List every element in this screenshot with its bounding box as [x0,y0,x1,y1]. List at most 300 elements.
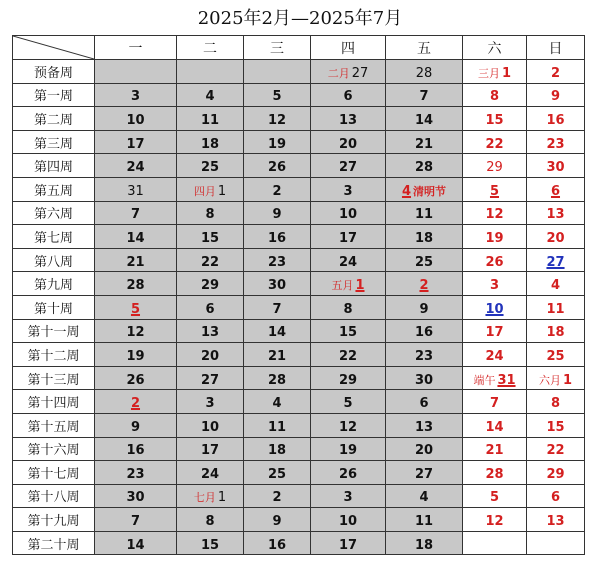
day-cell [527,295,585,319]
day-number: 5 [130,301,141,317]
day-cell [95,107,177,131]
day-number: 4 [419,490,429,506]
day-cell [386,177,463,201]
day-cell [527,107,585,131]
day-number: 10 [200,419,220,435]
day-number: 25 [546,348,565,364]
day-number: 17 [338,537,358,553]
day-number: 11 [200,112,220,128]
week-row [13,366,585,390]
week-row [13,83,585,107]
day-number: 8 [489,89,500,105]
day-cell [244,366,311,390]
day-number: 23 [414,348,434,364]
weekday-header: 五 [386,36,463,60]
day-cell [386,461,463,485]
day-cell [386,272,463,296]
day-cell [95,437,177,461]
day-number: 18 [267,443,287,459]
day-number: 11 [546,301,565,317]
day-number: 21 [126,254,145,270]
day-number: 29 [486,160,503,176]
week-label: 第二十周 [13,531,95,555]
day-cell [95,508,177,532]
weekday-header: 日 [527,36,585,60]
week-row [13,531,585,555]
day-cell [386,201,463,225]
day-cell [244,461,311,485]
week-row [13,508,585,532]
day-cell [527,130,585,154]
day-number: 26 [126,372,145,388]
day-cell [311,154,386,178]
day-cell [527,83,585,107]
day-number: 30 [267,278,287,294]
day-number: 22 [338,348,358,364]
day-number: 13 [546,514,565,530]
day-cell [244,154,311,178]
day-number: 4 [205,89,215,105]
day-number: 7 [130,207,141,223]
day-number: 1 [217,490,227,506]
day-number: 18 [546,325,565,341]
day-cell [244,390,311,414]
day-cell [244,201,311,225]
day-cell [244,531,311,555]
day-cell [244,437,311,461]
day-number: 29 [338,372,358,388]
day-cell [386,295,463,319]
day-number: 30 [546,160,565,176]
day-cell [386,366,463,390]
day-cell [244,107,311,131]
day-cell [244,248,311,272]
day-cell [311,83,386,107]
day-number: 22 [200,254,220,270]
day-number: 13 [338,112,358,128]
week-row [13,319,585,343]
day-number: 18 [414,230,434,246]
day-number: 12 [485,514,504,530]
day-number: 29 [546,466,565,482]
day-number: 16 [267,537,287,553]
day-number: 11 [414,514,434,530]
day-cell [177,107,244,131]
day-number: 25 [200,160,220,176]
day-number: 23 [126,466,145,482]
day-cell [311,60,386,84]
day-cell [95,461,177,485]
day-cell [311,413,386,437]
week-label: 第六周 [13,201,95,225]
day-number: 10 [338,207,358,223]
day-number: 14 [267,325,287,341]
day-number: 20 [200,348,220,364]
day-cell [386,531,463,555]
day-number: 24 [126,160,145,176]
day-cell [95,484,177,508]
day-cell [463,107,527,131]
day-cell [463,461,527,485]
week-label: 第十周 [13,295,95,319]
month-label: 四月 [193,184,216,198]
day-cell [311,248,386,272]
day-cell [463,508,527,532]
day-number: 31 [127,183,144,199]
day-number: 27 [546,254,565,270]
day-cell [177,437,244,461]
day-number: 30 [126,490,145,506]
day-cell [177,130,244,154]
day-number: 6 [343,89,353,105]
day-cell [177,83,244,107]
day-cell [386,437,463,461]
month-label: 七月 [193,491,216,505]
holiday-label: 清明节 [413,184,447,198]
day-cell [386,343,463,367]
day-number: 12 [126,325,145,341]
day-number: 13 [200,325,220,341]
day-cell [95,248,177,272]
day-cell [95,295,177,319]
week-row [13,248,585,272]
day-number: 28 [126,278,145,294]
week-row [13,461,585,485]
day-cell [311,437,386,461]
week-label: 第一周 [13,83,95,107]
day-cell [311,201,386,225]
day-cell [177,461,244,485]
day-number: 6 [550,490,561,506]
day-number: 8 [205,514,215,530]
day-cell [527,248,585,272]
day-number: 28 [415,65,433,81]
week-label: 第八周 [13,248,95,272]
day-cell [177,154,244,178]
day-cell [527,60,585,84]
day-number: 19 [126,348,145,364]
week-label: 第十七周 [13,461,95,485]
day-cell [527,201,585,225]
week-row [13,484,585,508]
day-number: 6 [419,396,429,412]
day-number: 1 [562,372,573,388]
weekday-header: 一 [95,36,177,60]
day-cell [527,366,585,390]
day-cell [527,461,585,485]
day-number: 19 [485,230,504,246]
day-cell [463,366,527,390]
day-cell [386,390,463,414]
day-number: 8 [205,207,215,223]
day-cell [463,531,527,555]
day-number: 22 [485,136,504,152]
day-cell [527,508,585,532]
day-number: 3 [130,89,141,105]
day-cell [463,319,527,343]
day-number: 26 [485,254,504,270]
day-cell [177,531,244,555]
day-cell [311,484,386,508]
day-number: 2 [550,65,561,81]
day-number: 25 [267,466,287,482]
day-cell [463,83,527,107]
day-cell [463,272,527,296]
week-label: 第十一周 [13,319,95,343]
day-number: 8 [343,301,353,317]
day-number: 17 [126,136,145,152]
week-label: 第十六周 [13,437,95,461]
day-number: 17 [338,230,358,246]
day-cell [463,154,527,178]
day-cell [177,343,244,367]
day-cell [244,272,311,296]
week-row [13,390,585,414]
day-cell [463,60,527,84]
week-row [13,413,585,437]
day-cell [311,272,386,296]
week-label: 第四周 [13,154,95,178]
day-number: 15 [338,325,358,341]
day-cell [177,272,244,296]
day-number: 3 [343,490,353,506]
day-number: 6 [205,301,215,317]
day-number: 15 [200,537,220,553]
day-number: 20 [338,136,358,152]
day-number: 21 [414,136,434,152]
day-number: 6 [550,183,561,199]
calendar-table [12,35,585,555]
day-cell [463,484,527,508]
week-row [13,225,585,249]
day-cell [527,484,585,508]
week-row [13,343,585,367]
week-label: 第七周 [13,225,95,249]
day-cell [463,225,527,249]
week-row [13,60,585,84]
week-label: 第五周 [13,177,95,201]
day-cell [386,225,463,249]
day-cell [95,154,177,178]
diagonal-line [13,36,94,59]
day-cell [386,248,463,272]
day-number: 1 [217,183,227,199]
week-row [13,154,585,178]
day-number: 27 [414,466,434,482]
week-label: 第三周 [13,130,95,154]
day-cell [386,484,463,508]
day-cell [311,366,386,390]
week-label: 第九周 [13,272,95,296]
day-cell [527,154,585,178]
day-cell [311,177,386,201]
day-number: 26 [338,466,358,482]
day-number: 26 [267,160,287,176]
day-number: 24 [200,466,220,482]
day-number: 5 [272,89,282,105]
day-cell [463,248,527,272]
day-cell [527,437,585,461]
day-cell [386,154,463,178]
day-cell [95,319,177,343]
day-cell [386,107,463,131]
day-number: 14 [126,537,145,553]
day-number: 16 [414,325,434,341]
day-number: 16 [267,230,287,246]
day-cell [386,60,463,84]
day-number: 11 [414,207,434,223]
day-number: 12 [267,112,287,128]
weekday-header-row [13,36,585,60]
day-cell [244,295,311,319]
day-number: 15 [200,230,220,246]
day-cell [244,225,311,249]
day-cell [311,390,386,414]
day-number: 3 [489,278,500,294]
calendar-body [13,60,585,555]
day-cell [177,366,244,390]
day-number: 12 [338,419,358,435]
day-number: 14 [126,230,145,246]
weekday-header: 四 [311,36,386,60]
day-number: 4 [272,396,282,412]
day-number: 31 [497,372,516,388]
day-cell [95,343,177,367]
day-number: 21 [267,348,287,364]
week-label: 第十三周 [13,366,95,390]
day-number: 9 [272,514,282,530]
day-number: 10 [126,112,145,128]
day-cell [177,60,244,84]
day-number: 27 [200,372,220,388]
day-number: 21 [485,443,504,459]
day-cell [177,225,244,249]
day-number: 22 [546,443,565,459]
day-number: 12 [485,207,504,223]
week-row [13,272,585,296]
day-cell [463,177,527,201]
day-cell [244,83,311,107]
day-cell [527,272,585,296]
week-label: 第十二周 [13,343,95,367]
day-number: 1 [501,65,512,81]
day-cell [244,177,311,201]
day-cell [95,225,177,249]
day-number: 10 [485,301,504,317]
day-cell [95,413,177,437]
weekday-header: 六 [463,36,527,60]
day-cell [177,295,244,319]
week-row [13,107,585,131]
month-label: 三月 [477,66,500,80]
day-cell [244,60,311,84]
day-number: 5 [343,396,353,412]
day-number: 3 [343,183,353,199]
week-label: 第十八周 [13,484,95,508]
day-cell [177,177,244,201]
day-cell [95,272,177,296]
day-number: 19 [338,443,358,459]
day-number: 19 [267,136,287,152]
corner-cell [13,36,95,60]
week-label: 第十五周 [13,413,95,437]
day-number: 8 [550,396,561,412]
day-cell [244,319,311,343]
day-cell [244,130,311,154]
day-number: 5 [489,490,500,506]
week-row [13,201,585,225]
day-number: 16 [546,112,565,128]
day-cell [177,413,244,437]
day-cell [463,343,527,367]
day-number: 9 [272,207,282,223]
day-number: 4 [550,278,561,294]
week-row [13,177,585,201]
day-number: 9 [550,89,561,105]
day-number: 27 [338,160,358,176]
week-label: 第二周 [13,107,95,131]
day-cell [311,531,386,555]
day-cell [527,390,585,414]
day-number: 23 [267,254,287,270]
day-cell [527,319,585,343]
day-number: 20 [414,443,434,459]
day-number: 7 [419,89,429,105]
day-cell [244,343,311,367]
day-cell [386,83,463,107]
week-row [13,437,585,461]
day-cell [463,201,527,225]
day-number: 14 [485,419,504,435]
page-title: 2025年2月—2025年7月 [197,8,403,29]
day-number: 7 [272,301,282,317]
day-cell [311,225,386,249]
day-cell [386,413,463,437]
day-cell [95,60,177,84]
day-cell [527,343,585,367]
day-cell [95,201,177,225]
day-number: 2 [419,278,429,294]
weekday-header: 三 [244,36,311,60]
day-cell [95,390,177,414]
day-number: 28 [267,372,287,388]
day-cell [244,413,311,437]
day-cell [463,390,527,414]
day-number: 23 [546,136,565,152]
day-number: 7 [489,396,500,412]
day-number: 10 [338,514,358,530]
day-cell [177,201,244,225]
day-number: 18 [414,537,434,553]
day-cell [311,295,386,319]
week-row [13,130,585,154]
day-cell [527,177,585,201]
day-cell [527,225,585,249]
day-cell [527,531,585,555]
day-cell [95,130,177,154]
day-number: 13 [414,419,434,435]
day-cell [95,366,177,390]
day-number: 16 [126,443,145,459]
day-number: 28 [414,160,434,176]
month-label: 二月 [327,66,350,80]
day-cell [95,83,177,107]
day-number: 2 [130,396,141,412]
month-label: 端午 [473,373,496,387]
day-number: 2 [272,490,282,506]
month-label: 五月 [331,279,354,293]
day-number: 29 [200,278,220,294]
